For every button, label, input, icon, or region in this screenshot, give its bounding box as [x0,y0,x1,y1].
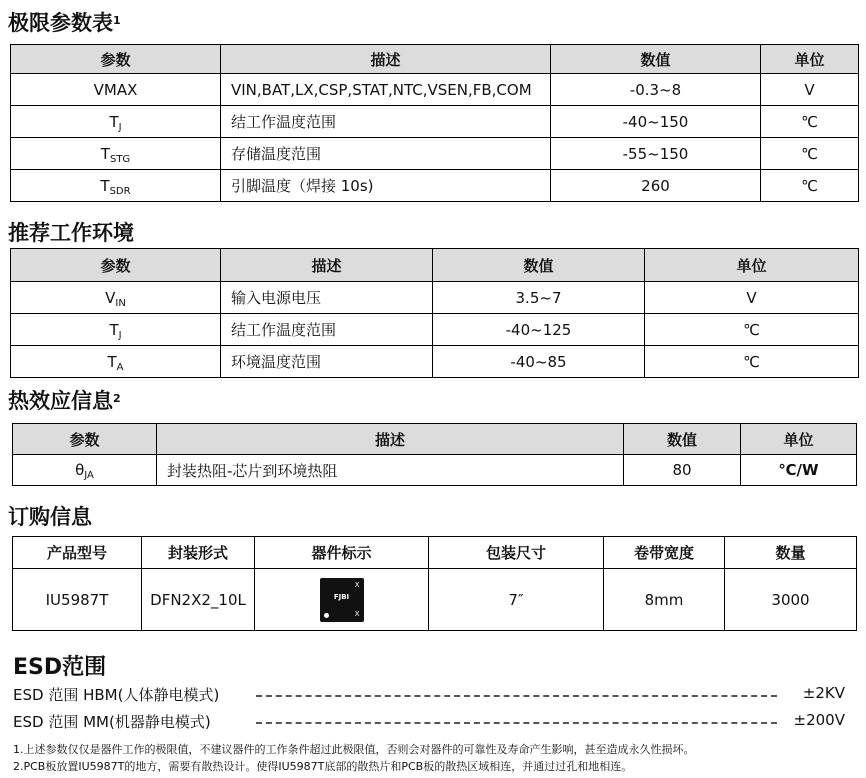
leader-dashes [256,695,777,697]
value-cell: -40~150 [551,106,761,138]
value-cell: 80 [624,455,741,486]
unit-cell: V [761,74,859,106]
reel-cell: 7″ [429,569,604,631]
abs-max-title: 极限参数表$^1$ [8,11,121,35]
param-cell: $T_{STG}$ [11,138,221,170]
param-cell: $T_A$ [11,346,221,378]
header-cell: 描述 [157,424,624,455]
desc-cell: 输入电源电压 [221,282,433,314]
footnote-1: 1.上述参数仅仅是器件工作的极限值，不建议器件的工作条件超过此极限值，否则会对器件的可靠性及寿命产生影响，甚至造成永久性损坏。 [13,743,695,756]
chip-marking-text: FJBI [333,592,350,601]
table-row [11,74,859,106]
desc-cell: 存储温度范围 [221,138,551,170]
param-cell: $V_{IN}$ [11,282,221,314]
header-cell: 单位 [741,424,857,455]
table-row [11,106,859,138]
part-cell: IU5987T [13,569,142,631]
header-cell: 单位 [761,45,859,74]
header-cell: 描述 [221,249,433,282]
package-cell: DFN2X2_10L [142,569,255,631]
tape-width-cell: 8mm [604,569,725,631]
value-cell: -40~85 [433,346,645,378]
header-cell: 单位 [645,249,859,282]
desc-cell: VIN,BAT,LX,CSP,STAT,NTC,VSEN,FB,COM [221,74,551,106]
table-row [11,346,859,378]
chip-x-mark: X [354,580,360,589]
param-cell: VMAX [11,74,221,106]
value-cell: -55~150 [551,138,761,170]
unit-cell: ℃ [761,138,859,170]
param-cell: $\theta_{JA}$ [13,455,157,486]
table-row [11,170,859,202]
recommended-table [10,248,859,378]
param-cell: $T_J$ [11,106,221,138]
table-row [11,314,859,346]
header-cell: 参数 [13,424,157,455]
unit-cell: ℃ [645,314,859,346]
desc-cell: 封装热阻-芯片到环境热阻 [157,455,624,486]
value-cell: 260 [551,170,761,202]
header-cell: 数量 [725,537,857,569]
header-cell: 参数 [11,249,221,282]
chip-marking-image [320,578,364,622]
header-cell: 包装尺寸 [429,537,604,569]
table-header-row [13,537,857,569]
table-header-row [13,424,857,455]
footnotes [13,741,695,775]
value-cell: -40~125 [433,314,645,346]
header-cell: 数值 [433,249,645,282]
marking-cell [255,569,429,631]
unit-cell: ℃/W [741,455,857,486]
footnote-2: 2.PCB板放置IU5987T的地方，需要有散热设计。使得IU5987T底部的散热片和PCB板的散热区域相连，并通过过孔和地相连。 [13,760,633,773]
abs-max-table [10,44,859,202]
ordering-table [12,536,857,631]
thermal-table [12,423,857,486]
header-cell: 描述 [221,45,551,74]
table-row [13,455,857,486]
value-cell: 3.5~7 [433,282,645,314]
thermal-title: 热效应信息$^2$ [8,389,121,413]
esd-value: ±200V [793,711,845,729]
ordering-title: 订购信息 [8,505,92,529]
unit-cell: V [645,282,859,314]
esd-row-mm [13,711,845,731]
table-row [13,569,857,631]
header-cell: 封装形式 [142,537,255,569]
esd-label: ESD 范围 HBM(人体静电模式) [13,686,220,704]
leader-dashes [256,722,777,724]
qty-cell: 3000 [725,569,857,631]
table-row [11,282,859,314]
unit-cell: ℃ [761,106,859,138]
param-cell: $T_{SDR}$ [11,170,221,202]
param-cell: $T_J$ [11,314,221,346]
esd-label: ESD 范围 MM(机器静电模式) [13,713,211,731]
esd-row-hbm [13,684,845,704]
desc-cell: 结工作温度范围 [221,106,551,138]
header-cell: 数值 [624,424,741,455]
desc-cell: 结工作温度范围 [221,314,433,346]
esd-title: ESD范围 [13,655,107,680]
pin1-dot-icon [324,613,329,618]
table-header-row [11,249,859,282]
header-cell: 卷带宽度 [604,537,725,569]
header-cell: 产品型号 [13,537,142,569]
esd-value: ±2KV [802,684,845,702]
value-cell: -0.3~8 [551,74,761,106]
recommended-title: 推荐工作环境 [8,221,134,245]
unit-cell: ℃ [645,346,859,378]
desc-cell: 环境温度范围 [221,346,433,378]
table-row [11,138,859,170]
header-cell: 参数 [11,45,221,74]
unit-cell: ℃ [761,170,859,202]
header-cell: 数值 [551,45,761,74]
desc-cell: 引脚温度（焊接 10s) [221,170,551,202]
header-cell: 器件标示 [255,537,429,569]
table-header-row [11,45,859,74]
chip-x-mark: X [354,609,360,618]
